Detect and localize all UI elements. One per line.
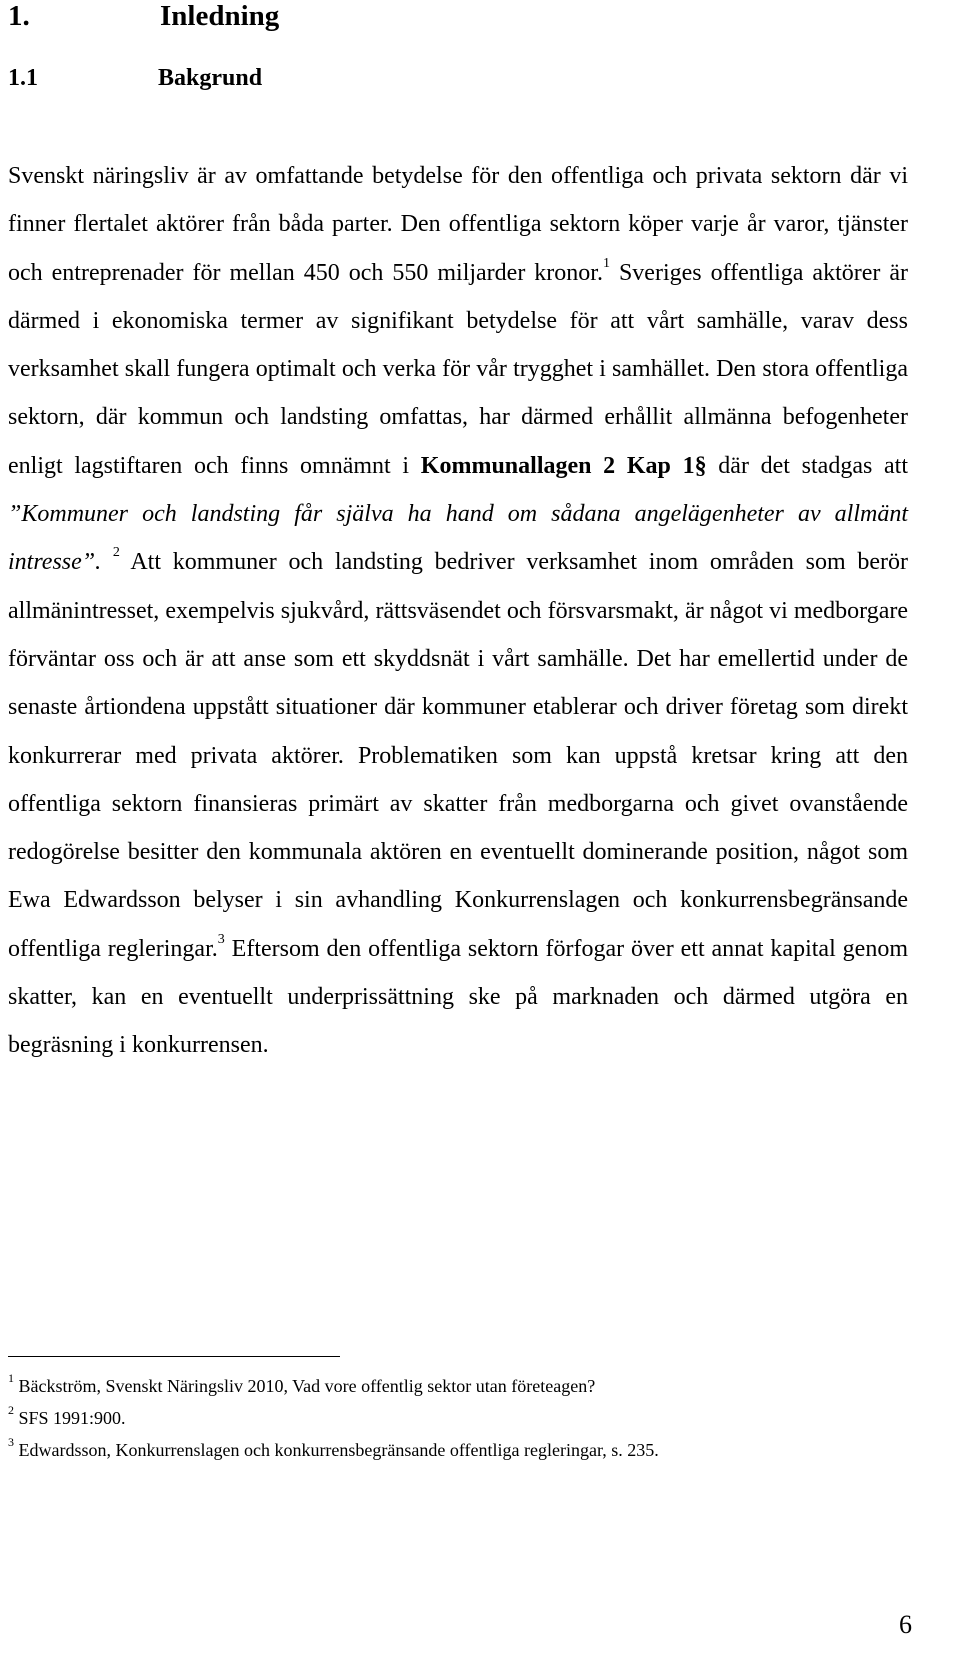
section-title: Bakgrund [158, 65, 263, 91]
footnote-number: 3 [8, 1435, 14, 1449]
section-number: 1.1 [8, 65, 38, 91]
text-segment: Sveriges offentliga aktörer är därmed i ekonomiska termer av signifikant betydelse för att vårt samhälle, varav dess verksamhet skall fungera optimalt och verka för vår trygghet i samhället. Den stora offentliga sektorn, där kommun och landsting omfattas, har därmed erhållit allmänna befogenheter enligt lagstiftaren och finns omnämnt i [8, 259, 908, 479]
footnote [8, 1434, 908, 1466]
chapter-title: Inledning [160, 0, 280, 32]
body-paragraph [8, 152, 908, 1070]
footnote-divider [8, 1356, 340, 1357]
footnote-ref: 3 [217, 931, 225, 947]
section-heading [8, 64, 262, 92]
text-segment: Eftersom den offentliga sektorn förfogar över ett annat kapital genom skatter, kan en eventuellt underprissättning ske på marknaden och därmed utgöra en begräsning i konkurrensen. [8, 935, 908, 1059]
footnote [8, 1370, 908, 1402]
footnote-text: Bäckström, Svenskt Näringsliv 2010, Vad vore offentlig sektor utan företeagen? [18, 1376, 596, 1396]
chapter-number: 1. [8, 0, 30, 32]
footnote-ref: 2 [112, 545, 120, 561]
footnote-text: Edwardsson, Konkurrenslagen och konkurrensbegränsande offentliga regleringar, s. 235. [18, 1440, 659, 1460]
footnote-ref: 1 [602, 255, 610, 271]
law-quote: ”Kommuner och landsting får själva ha hand om sådana angelägenheter av allmänt intresse”. [8, 501, 908, 576]
chapter-heading [8, 0, 279, 32]
footnote [8, 1402, 908, 1434]
footnote-number: 2 [8, 1403, 14, 1417]
footnotes [8, 1370, 908, 1466]
footnote-text: SFS 1991:900. [18, 1408, 126, 1428]
page-number: 6 [899, 1610, 912, 1639]
text-segment: Svenskt näringsliv är av omfattande betydelse för den offentliga och privata sektorn där vi finner flertalet aktörer från båda parter. Den offentliga sektorn köper varje år varor, tjänster och entreprenader för mellan 450 och 550 miljarder kronor. [8, 163, 908, 286]
text-segment: där det stadgas att [706, 452, 909, 479]
text-segment: Att kommuner och landsting bedriver verksamhet inom områden som berör allmänintresset, exempelvis sjukvård, rättsväsendet och försvarsmakt, är något vi medborgare förväntar oss och är att anse som ett skyddsnät i vårt samhälle. Det har emellertid under de senaste årtiondena uppstått situationer där kommuner etablerar och driver företag som direkt konkurrerar med privata aktörer. Problematiken som kan uppstå kretsar kring att den offentliga sektorn finansieras primärt av skatter från medborgarna och givet ovanstående redogörelse besitter den kommunala aktören en eventuellt dominerande position, något som Ewa Edwardsson belyser i sin avhandling Konkurrenslagen och konkurrensbegränsande offentliga regleringar. [8, 549, 909, 962]
law-reference: Kommunallagen 2 Kap 1§ [420, 452, 707, 479]
footnote-number: 1 [8, 1371, 14, 1385]
